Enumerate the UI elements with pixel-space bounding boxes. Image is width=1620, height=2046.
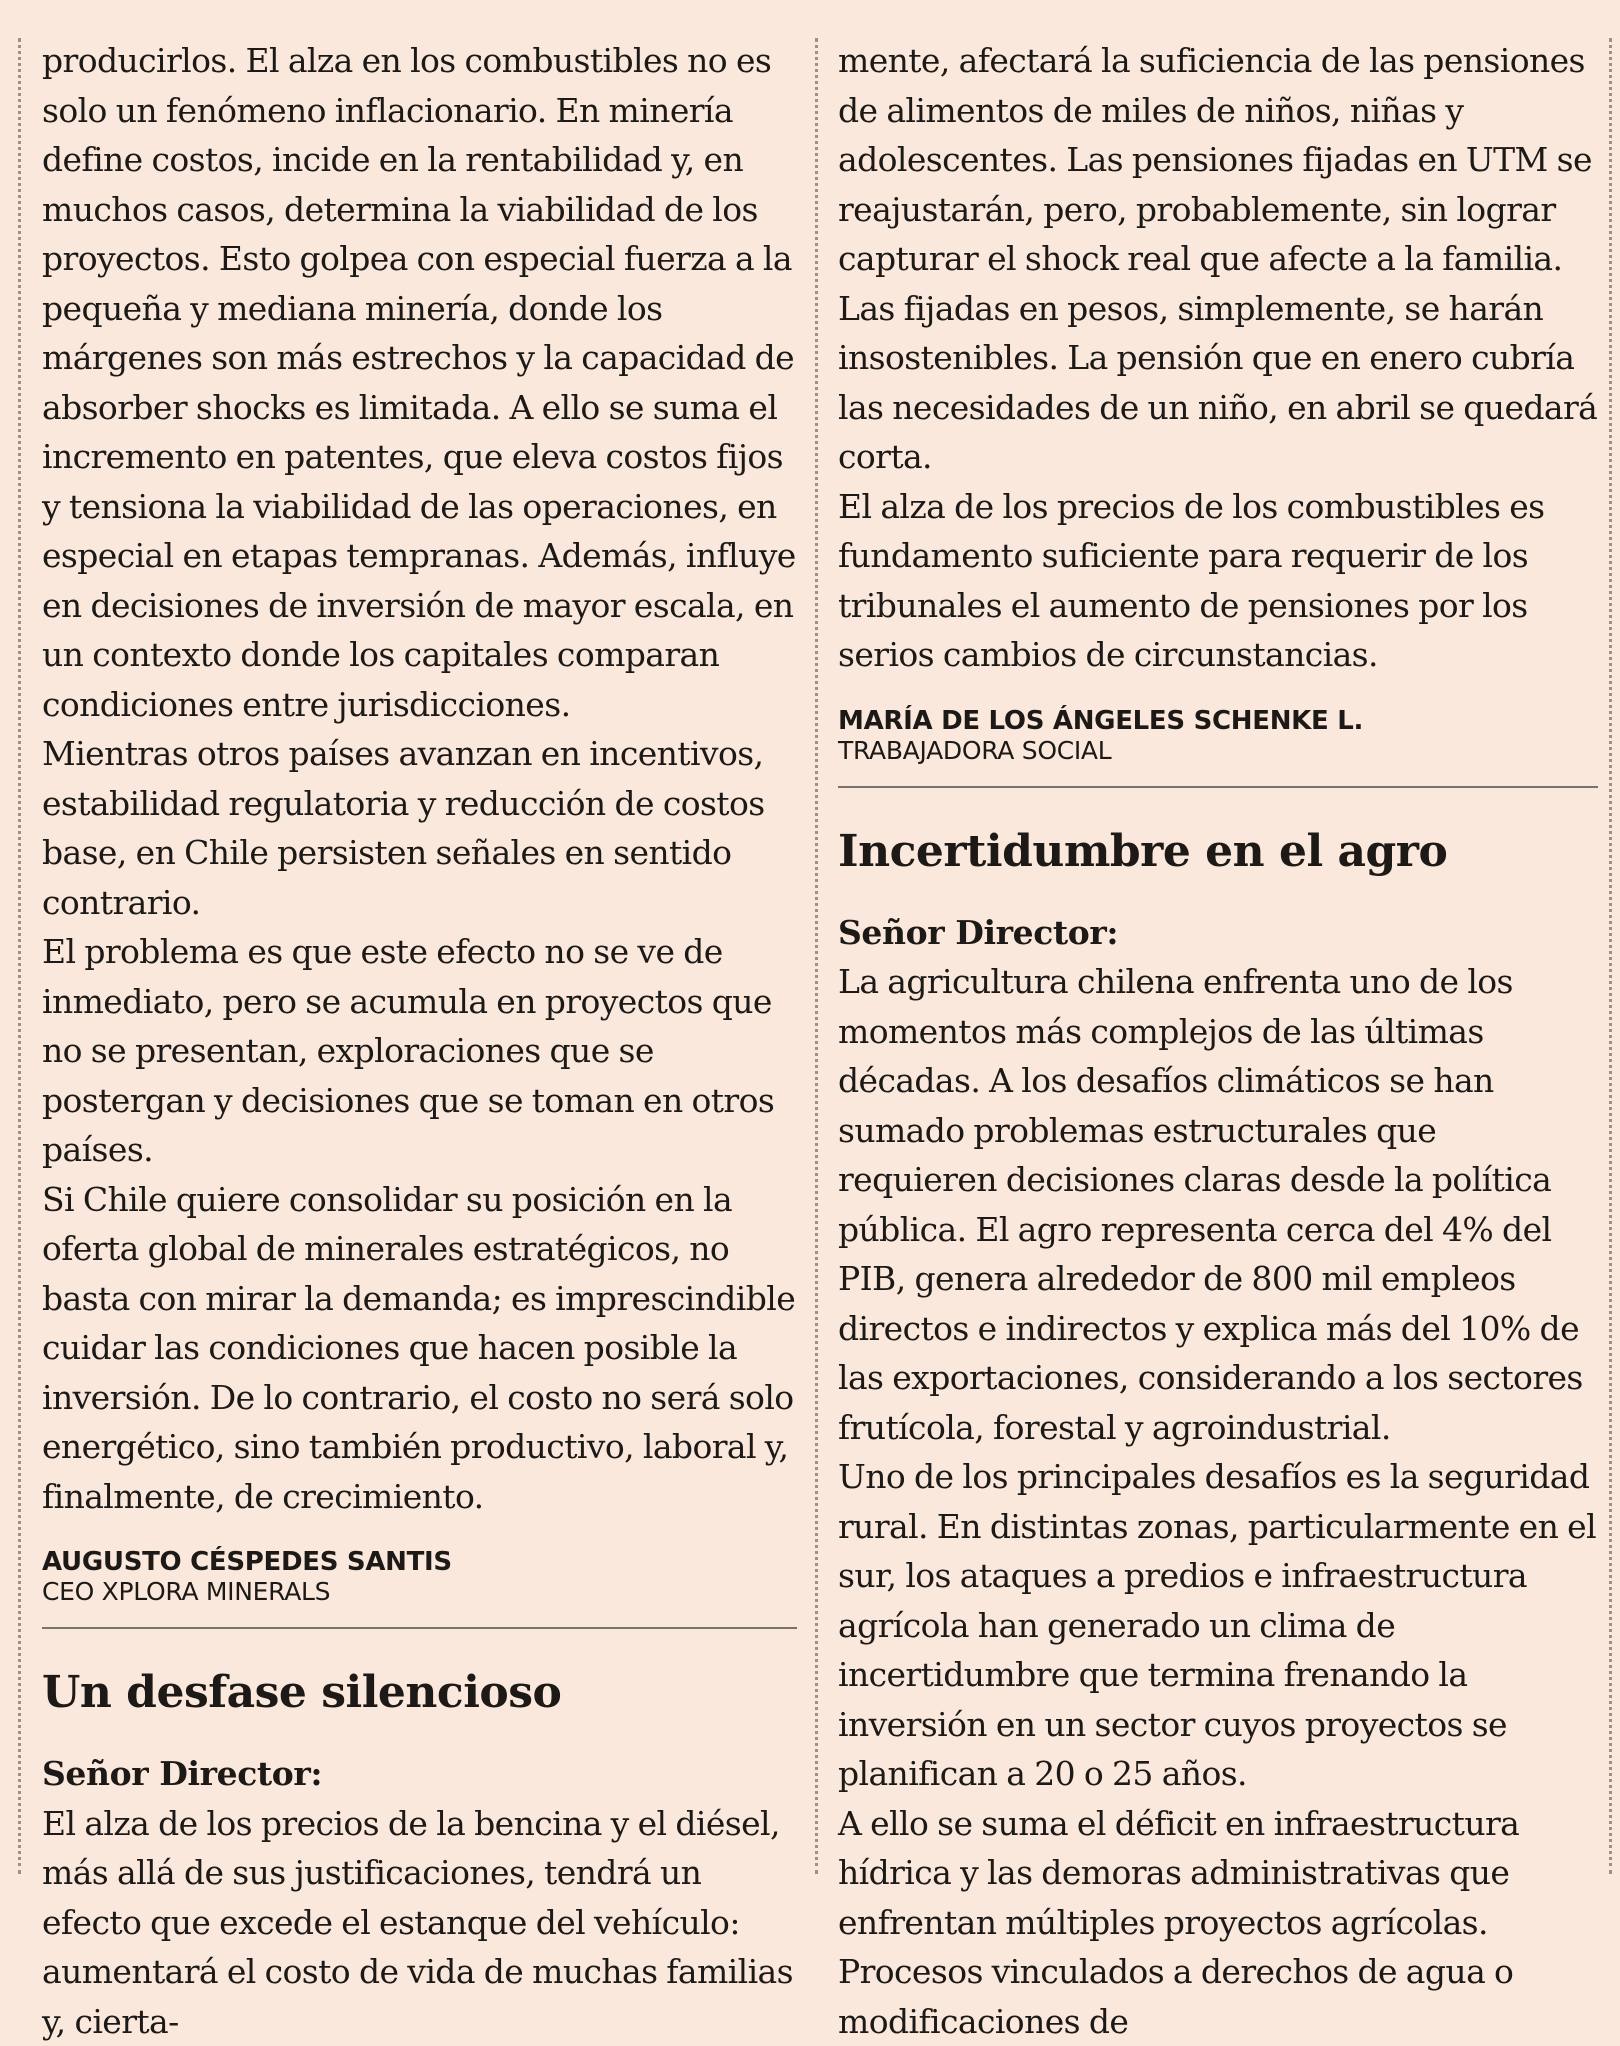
letter-agriculture (838, 788, 1598, 2046)
left-dotted-rule (18, 38, 21, 1874)
letter-fuel-prices (42, 1629, 797, 2046)
letter-paragraph: Uno de los principales desafíos es la seguridad rural. En distintas zonas, particularmente en el sur, los ataques a predios e infraestructura agrícola han generado un clima de incertidumbre que termina frenando la inversión en un sector cuyos proyectos se planifican a 20 o 25 años. (838, 1452, 1598, 1799)
letter-headline: Incertidumbre en el agro (838, 824, 1598, 880)
right-column (838, 36, 1598, 2046)
signature-name: AUGUSTO CÉSPEDES SANTIS (42, 1547, 797, 1577)
letter-paragraph: Mientras otros países avanzan en incentivos, estabilidad regulatoria y reducción de costos base, en Chile persisten señales en sentido contrario. (42, 729, 797, 927)
letter-paragraph: La agricultura chilena enfrenta uno de los momentos más complejos de las últimas décadas. A los desafíos climáticos se han sumado problemas estructurales que requieren decisiones claras desde la política pública. El agro representa cerca del 4% del PIB, genera alrededor de 800 mil empleos directos e indirectos y explica más del 10% de las exportaciones, considerando a los sectores frutícola, forestal y agroindustrial. (838, 957, 1598, 1452)
letter-headline: Un desfase silencioso (42, 1665, 797, 1721)
letter-paragraph: producirlos. El alza en los combustibles no es solo un fenómeno inflacionario. En minería define costos, incide en la rentabilidad y, en muchos casos, determina la viabilidad de los proyectos. Esto golpea con especial fuerza a la pequeña y mediana minería, donde los márgenes son más estrechos y la capacidad de absorber shocks es limitada. A ello se suma el incremento en patentes, que eleva costos fijos y tensiona la viabilidad de las operaciones, en especial en etapas tempranas. Además, influye en decisiones de inversión de mayor escala, en un contexto donde los capitales comparan condiciones entre jurisdicciones. (42, 36, 797, 729)
letter-paragraph: El problema es que este efecto no se ve de inmediato, pero se acumula en proyectos que no se presentan, exploraciones que se postergan y decisiones que se toman en otros países. (42, 927, 797, 1175)
letter-paragraph: mente, afectará la suficiencia de las pensiones de alimentos de miles de niños, niñas y adolescentes. Las pensiones fijadas en UTM se reajustarán, pero, probablemente, sin lograr capturar el shock real que afecte a la familia. Las fijadas en pesos, simplemente, se harán insostenibles. La pensión que en enero cubría las necesidades de un niño, en abril se quedará corta. (838, 36, 1598, 482)
center-dotted-rule (815, 38, 818, 1874)
letter-paragraph: El alza de los precios de la bencina y el diésel, más allá de sus justificaciones, tendrá un efecto que excede el estanque del vehículo: aumentará el costo de vida de muchas familias y, cierta- (42, 1799, 797, 2046)
letter-salutation: Señor Director: (42, 1749, 797, 1799)
letter-mining (42, 36, 797, 1629)
signature-role: TRABAJADORA SOCIAL (838, 736, 1598, 766)
right-dotted-rule (1609, 38, 1612, 1874)
left-column (42, 36, 797, 2046)
letter-paragraph: Si Chile quiere consolidar su posición en la oferta global de minerales estratégicos, no basta con mirar la demanda; es imprescindible cuidar las condiciones que hacen posible la inversión. De lo contrario, el costo no será solo energético, sino también productivo, laboral y, finalmente, de crecimiento. (42, 1175, 797, 1522)
signature-role: CEO XPLORA MINERALS (42, 1577, 797, 1607)
signature-name: MARÍA DE LOS ÁNGELES SCHENKE L. (838, 706, 1598, 736)
letter-salutation: Señor Director: (838, 908, 1598, 958)
letter-paragraph: El alza de los precios de los combustibles es fundamento suficiente para requerir de los tribunales el aumento de pensiones por los serios cambios de circunstancias. (838, 482, 1598, 680)
letter-paragraph: A ello se suma el déficit en infraestructura hídrica y las demoras administrativas que enfrentan múltiples proyectos agrícolas. Procesos vinculados a derechos de agua o modificaciones de (838, 1799, 1598, 2046)
letter-fuel-prices-continued (838, 36, 1598, 788)
